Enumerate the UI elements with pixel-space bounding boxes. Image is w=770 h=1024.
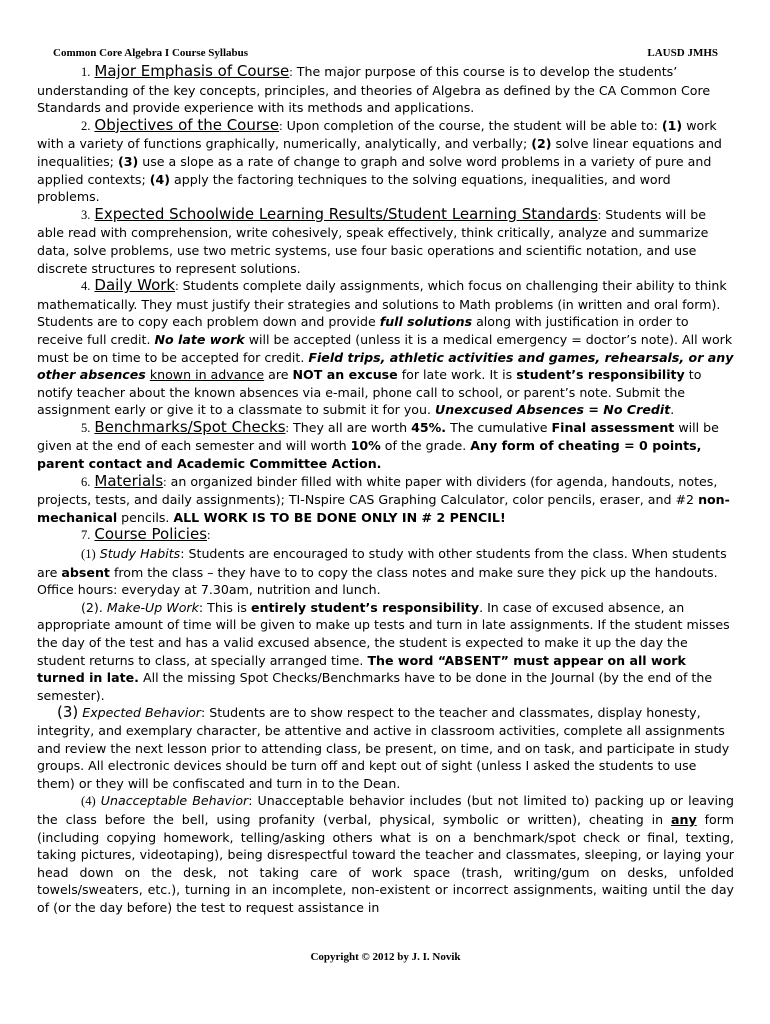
section-heading: Expected Schoolwide Learning Results/Student Learning Standards: [94, 204, 598, 223]
item-marker: (1): [661, 117, 683, 133]
section-text: are: [268, 367, 289, 383]
section-text: Upon completion of the course, the student will be able to:: [286, 117, 658, 133]
policy-expected-behavior: (3) Expected Behavior: Students are to show respect to the teacher and classmates, display honesty, integrity, and exemplary character, be attentive and active in classroom activities, complete all assignments and review the next lesson prior to attending class, be present, on time, and on task, and participate in study groups. All electronic devices should be turn off and kept out of sight (unless I asked the students to use them) or they will be confiscated and turn in to the Dean.: [37, 703, 730, 791]
policy-number: (4): [81, 794, 96, 809]
section-text: Students will be able read with comprehension, write cohesively, speak effectively, think critically, analyze and summarize data, solve problems, use two metric systems, use four basic operations and scientific notation, and use discrete structures to represent solutions.: [37, 206, 709, 276]
emphasis-text: No late work: [154, 331, 245, 347]
policy-number: (1): [81, 547, 96, 562]
emphasis-text: non-mechanical: [37, 492, 730, 525]
section-heading: Course Policies: [94, 525, 208, 544]
header-title: Common Core Algebra I Course Syllabus: [53, 47, 249, 59]
policy-text: from the class – they have to to copy the class notes and make sure they pick up the handouts. Office hours: everyday at 7.30am, nutrition and lunch.: [37, 564, 718, 598]
section-number: 4.: [81, 279, 91, 294]
section-number: 5.: [81, 420, 91, 435]
item-text: use a slope as a rate of change to graph and solve word problems in a variety of pure and applied contexts;: [37, 153, 712, 187]
section-2: 2. Objectives of the Course: Upon completion of the course, the student will be able to: (1) work with a variety of functions graphically, numerically, analytically, and verbally; (2) solve linear equations and inequalities; (3) use a slope as a rate of change to graph and solve word problems in a variety of pure and applied contexts; (4) apply the factoring techniques to the solving equations, inequalities, and word problems.: [37, 115, 722, 205]
emphasis-text: Unexcused Absences = No Credit: [435, 402, 671, 418]
item-text: solve linear equations and inequalities;: [37, 136, 722, 169]
policy-text: All the missing Spot Checks/Benchmarks have to be done in the Journal (by the end of the semester).: [37, 670, 713, 703]
section-text: .: [670, 402, 675, 418]
policy-label: Expected Behavior: [82, 705, 201, 721]
section-7: 7. Course Policies:: [81, 525, 211, 544]
policy-text: Students are to show respect to the teacher and classmates, display honesty, integrity, and exemplary character, be attentive and active in classroom activities, complete all assignments and review the next lesson prior to attending class, be present, on time, and on task, and participate in study groups. All electronic devices should be turn off and kept out of sight (unless I asked the students to use them) or they will be confiscated and turn in to the Dean.: [37, 705, 730, 791]
section-text: of the grade.: [384, 438, 467, 454]
emphasis-text: entirely student’s responsibility: [250, 599, 480, 615]
emphasis-text: student’s responsibility: [516, 367, 685, 383]
section-number: 3.: [81, 207, 91, 222]
policy-text: form (including copying homework, telling/asking others what is on a benchmark/spot check or final, texting, taking pictures, videotaping), being disrespectful toward the teacher and classmates, sleeping, or laying your head down on the desk, not taking care of work space (trash, writing/gum on desks, unfolded towels/sweaters, etc.), turning in an incomplete, non-existent or incorrect assignments, waiting until the day of (or the day before) the test to request assistance in: [37, 811, 734, 915]
policy-text: Students are encouraged to study with other students from the class. When students are: [37, 546, 727, 580]
section-text: along with justification in order to receive full credit.: [37, 314, 689, 347]
section-text: an organized binder filled with white paper with dividers (for agenda, handouts, notes, projects, tests, and daily assignments); TI-Nspire CAS Graphing Calculator, color pencils, eraser, and #2: [37, 473, 718, 508]
syllabus-body: [37, 63, 734, 917]
policy-label: Make-Up Work: [106, 599, 199, 615]
emphasis-text: full solutions: [379, 314, 473, 330]
section-number: 1.: [81, 65, 91, 79]
policy-unacceptable-behavior: (4) Unacceptable Behavior: Unacceptable behavior includes (but not limited to) packing up or leaving the class before the bell, using profanity (verbal, physical, symbolic or written), cheating in any form (including copying homework, telling/asking others what is on a benchmark/spot check or final, texting, taking pictures, videotaping), being disrespectful toward the teacher and classmates, sleeping, or laying your head down on the desk, not taking care of work space (trash, writing/gum on desks, unfolded towels/sweaters, etc.), turning in an incomplete, non-existent or incorrect assignments, waiting until the day of (or the day before) the test to request assistance in: [37, 793, 734, 915]
section-text: will be given at the end of each semester and will worth: [37, 419, 719, 454]
policy-study-habits: (1) Study Habits: Students are encouraged to study with other students from the class. When students are absent from the class – they have to to copy the class notes and make sure they pick up the handouts. Office hours: everyday at 7.30am, nutrition and lunch.: [37, 546, 727, 598]
section-text: Students complete daily assignments, which focus on challenging their ability to think mathematically. They must justify their strategies and solutions to Math problems (in written and oral form). Students are to copy each problem down and provide: [37, 278, 727, 330]
policy-number: (3): [57, 703, 79, 722]
policy-text: This is: [207, 599, 247, 615]
section-number: 6.: [81, 474, 91, 489]
section-heading: Major Emphasis of Course: [94, 62, 290, 80]
section-heading: Objectives of the Course: [94, 115, 280, 134]
emphasis-text: 10%: [350, 438, 381, 454]
emphasis-text: The word “ABSENT” must appear on all work turned in late.: [37, 652, 686, 686]
section-6: 6. Materials: an organized binder filled with white paper with dividers (for agenda, handouts, notes, projects, tests, and daily assignments); TI-Nspire CAS Graphing Calculator, color pencils, eraser, and #2 non-mechanical pencils. ALL WORK IS TO BE DONE ONLY IN # 2 PENCIL!: [37, 471, 730, 525]
section-number: 7.: [81, 528, 91, 543]
section-text: The major purpose of this course is to develop the students’ understanding of the key concepts, principles, and theories of Algebra as defined by the CA Common Core Standards and provide experience with its methods and applications.: [37, 64, 711, 116]
policy-number: (2).: [81, 599, 103, 615]
item-marker: (4): [149, 171, 171, 187]
emphasis-text: any: [671, 811, 697, 827]
section-5: 5. Benchmarks/Spot Checks: They all are worth 45%. The cumulative Final assessment will be given at the end of each semester and will worth 10% of the grade. Any form of cheating = 0 points, parent contact and Academic Committee Action.: [37, 417, 719, 472]
emphasis-text: Field trips, athletic activities and games, rehearsals, or any other absences: [37, 349, 734, 383]
policy-label: Study Habits: [99, 546, 181, 562]
header-school: LAUSD JMHS: [647, 47, 718, 59]
item-marker: (3): [117, 153, 139, 169]
item-text: apply the factoring techniques to the solving equations, inequalities, and word problems.: [37, 171, 671, 205]
section-4: 4. Daily Work: Students complete daily assignments, which focus on challenging their ability to think mathematically. They must justify their strategies and solutions to Math problems (in written and oral form). Students are to copy each problem down and provide full solutions along with justification in order to receive full credit. No late work will be accepted (unless it is a medical emergency = doctor’s note). All work must be on time to be accepted for credit. Field trips, athletic activities and games, rehearsals, or any other absences known in advance are NOT an excuse for late work. It is student’s responsibility to notify teacher about the known absences via e-mail, phone call to school, or parent’s note. Submit the assignment early or give it to a classmate to submit it for you. Unexcused Absences = No Credit.: [37, 276, 734, 418]
section-number: 2.: [81, 118, 91, 133]
section-text: will be accepted (unless it is a medical emergency = doctor’s note). All work must be on time to be accepted for credit.: [37, 331, 733, 365]
section-text: for late work. It is: [401, 367, 513, 383]
emphasis-text: 45%.: [411, 419, 447, 435]
section-text: They all are worth: [293, 419, 408, 435]
emphasis-text: ALL WORK IS TO BE DONE ONLY IN # 2 PENCIL!: [173, 509, 506, 525]
section-heading: Daily Work: [94, 276, 176, 295]
item-marker: (2): [531, 136, 552, 152]
section-heading: Benchmarks/Spot Checks: [94, 417, 286, 436]
policy-make-up-work: (2). Make-Up Work: This is entirely student’s responsibility. In case of excused absence, an appropriate amount of time will be given to make up tests and turn in late assignments. If the student misses the day of the test and has a valid excused absence, the student is expected to make it up the day the student returns to class, at specially arranged time. The word “ABSENT” must appear on all work turned in late. All the missing Spot Checks/Benchmarks have to be done in the Journal (by the end of the semester).: [37, 599, 730, 703]
item-text: work with a variety of functions graphically, numerically, analytically, and verbally;: [37, 117, 717, 152]
emphasis-text: absent: [61, 564, 110, 580]
section-1: 1. Major Emphasis of Course: The major purpose of this course is to develop the students’ understanding of the key concepts, principles, and theories of Algebra as defined by the CA Common Core Standards and provide experience with its methods and applications.: [37, 62, 711, 116]
copyright-footer: Copyright © 2012 by J. I. Novik: [310, 951, 461, 963]
section-3: 3. Expected Schoolwide Learning Results/Student Learning Standards: Students will be able read with comprehension, write cohesively, speak effectively, think critically, analyze and summarize data, solve problems, use two metric systems, use four basic operations and scientific notation, and use discrete structures to represent solutions.: [37, 204, 709, 276]
section-text: pencils.: [121, 509, 170, 525]
policy-text: Unacceptable behavior includes (but not limited to) packing up or leaving the class before the bell, using profanity (verbal, physical, symbolic or written), cheating in: [37, 793, 734, 827]
policy-label: Unacceptable Behavior: [100, 793, 249, 809]
emphasis-text: Any form of cheating = 0 points, parent contact and Academic Committee Action.: [37, 438, 702, 472]
section-text: to notify teacher about the known absences via e-mail, phone call to school, or parent’s note. Submit the assignment early or give it to a classmate to submit it for you.: [37, 367, 702, 418]
policy-text: . In case of excused absence, an appropriate amount of time will be given to make up tests and turn in late assignments. If the student misses the day of the test and has a valid excused absence, the student is expected to make it up the day the student returns to class, at specially arranged time.: [37, 599, 730, 668]
section-heading: Materials: [94, 471, 164, 490]
emphasis-text: NOT an excuse: [292, 367, 398, 383]
section-text: The cumulative: [450, 419, 548, 435]
emphasis-text: Final assessment: [551, 419, 675, 435]
underlined-text: known in advance: [149, 367, 265, 383]
